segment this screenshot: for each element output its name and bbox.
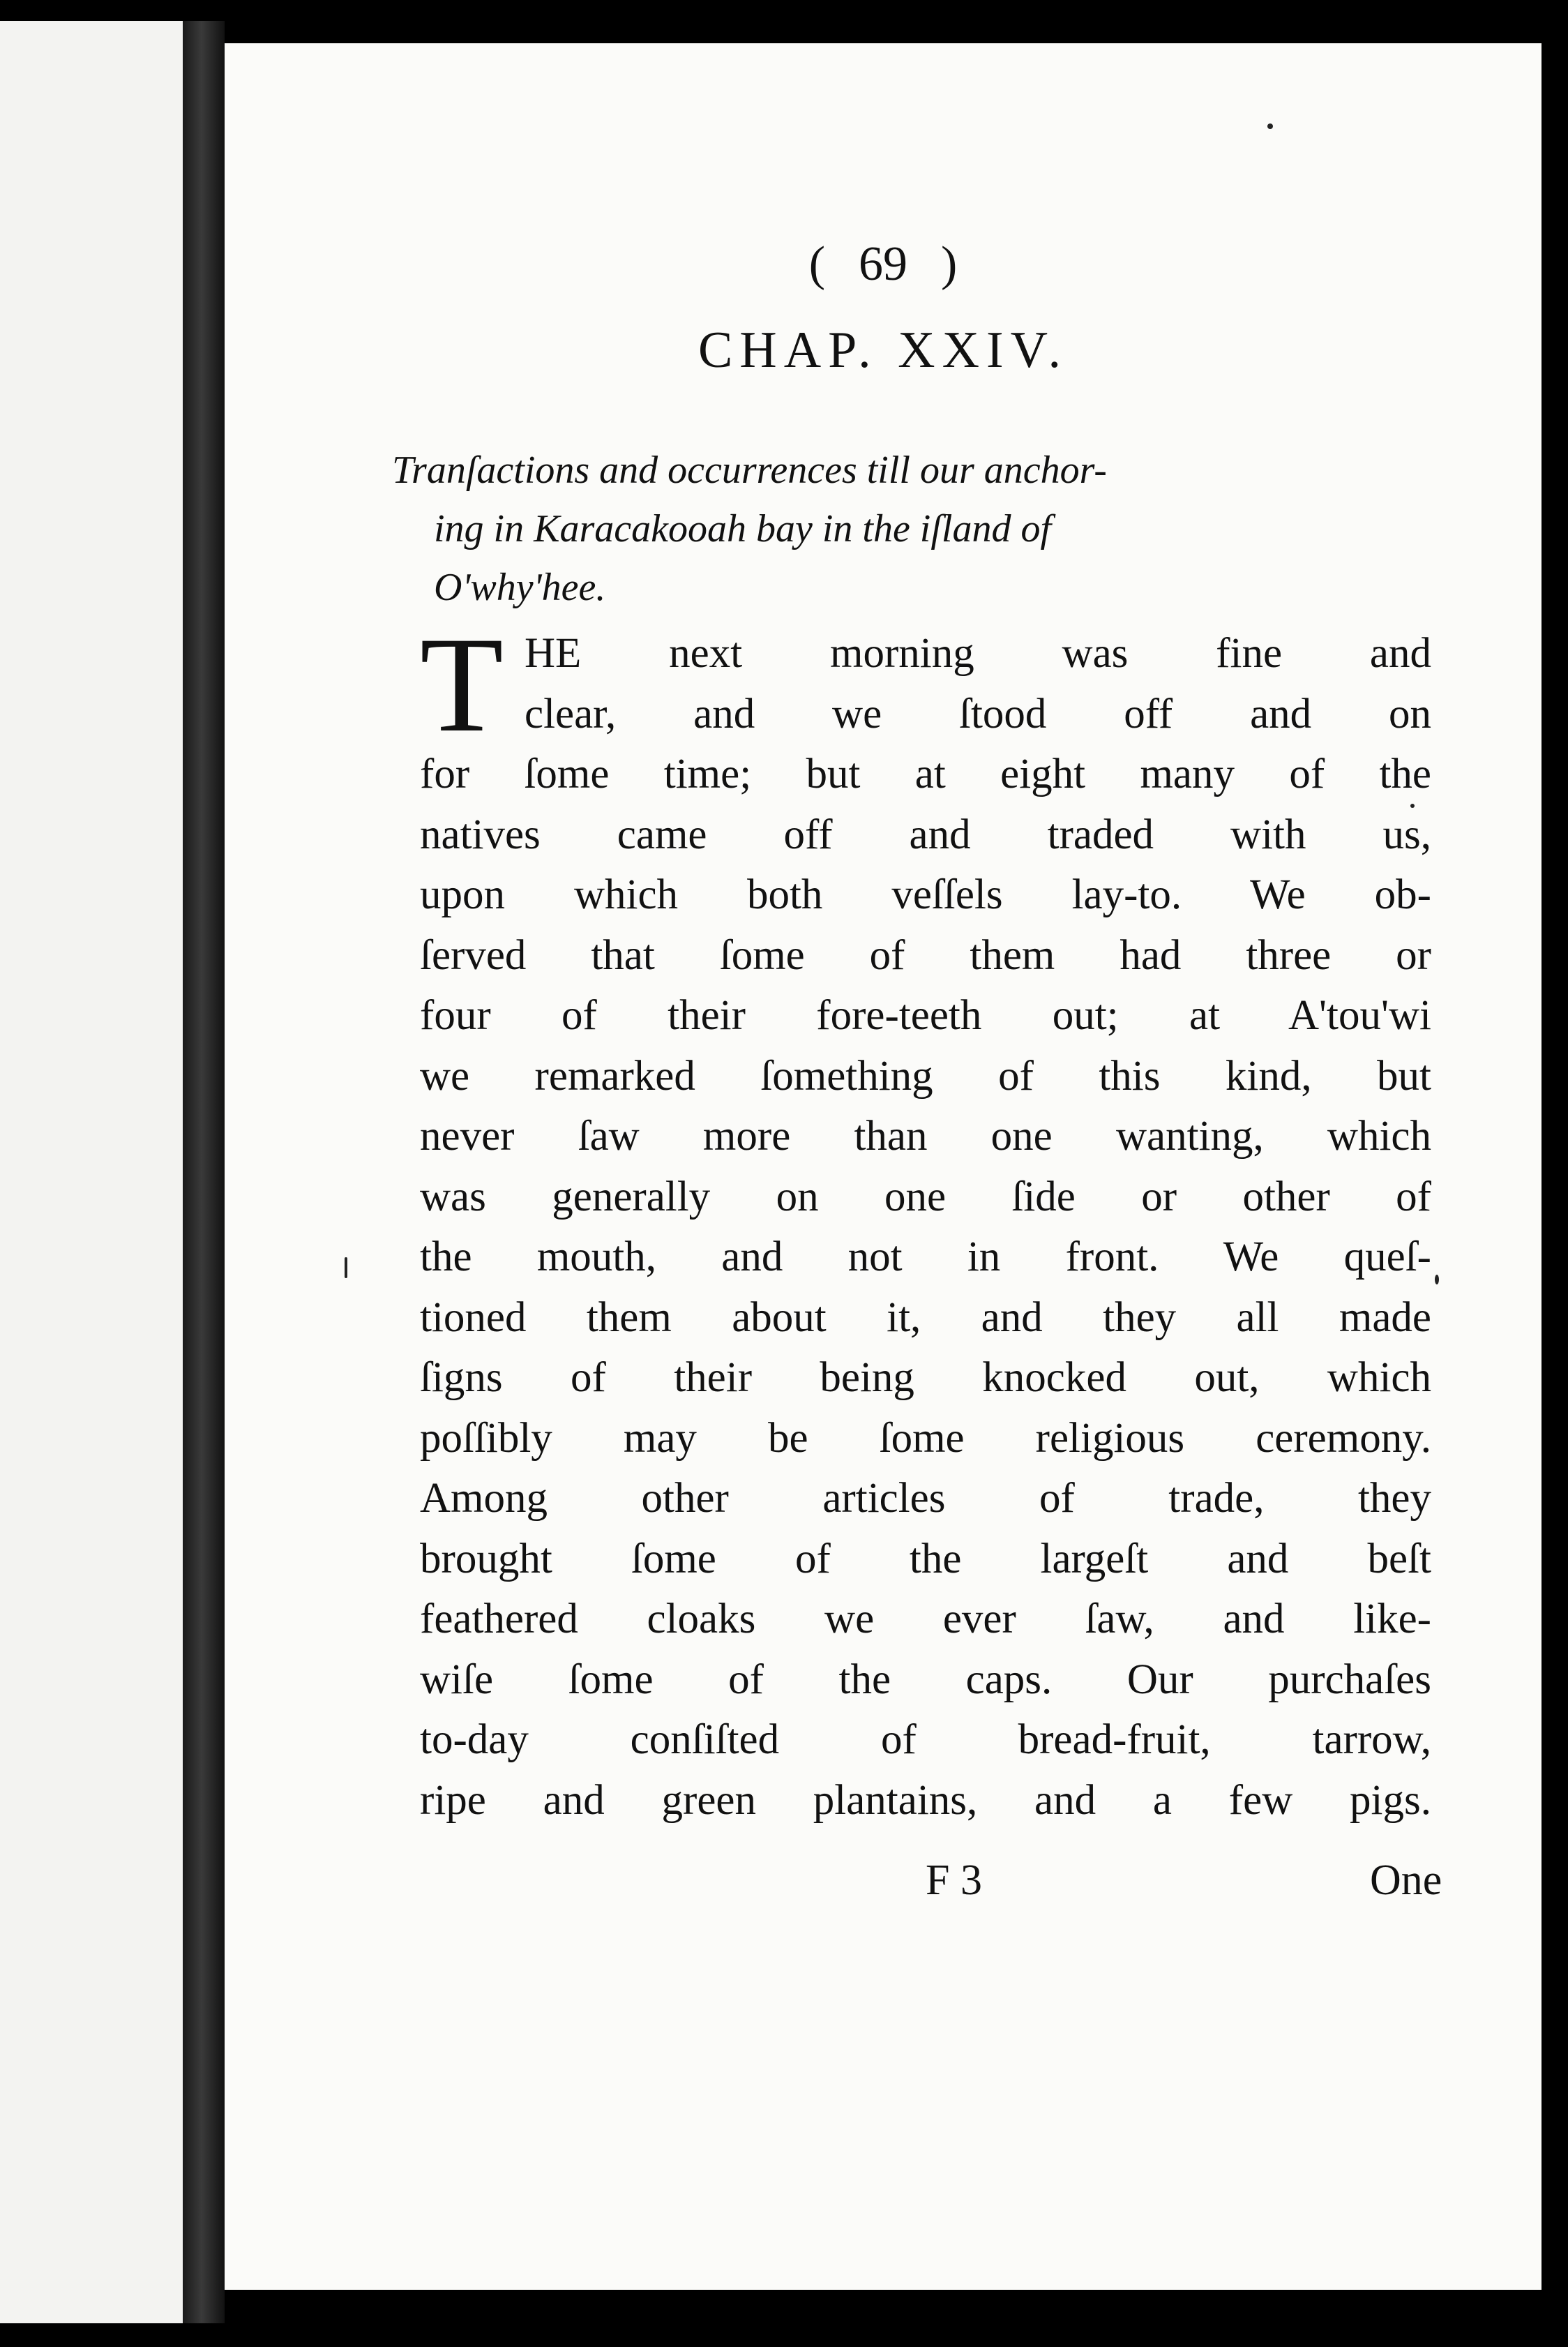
body-text (420, 609, 1431, 1831)
text-line: four of their fore-teeth out; at A'tou'wi (420, 992, 1431, 1039)
text-line: tioned them about it, and they all made (420, 1294, 1431, 1341)
page-number: 69 (859, 237, 907, 291)
catchword: One (1370, 1857, 1442, 1904)
running-head (225, 226, 1541, 303)
paper-speck (1435, 1275, 1439, 1284)
text-line: HE next morning was fine and (525, 630, 1431, 677)
text-line: natives came off and traded with us, (420, 811, 1431, 858)
book-gutter (183, 21, 225, 2323)
paper-speck (345, 1257, 347, 1278)
text-line: for ſome time; but at eight many of the (420, 751, 1431, 797)
text-line: to-day conſiſted of bread-fruit, tarrow, (420, 1716, 1431, 1763)
text-line: feathered cloaks we ever ſaw, and like- (420, 1596, 1431, 1642)
chapter-heading: CHAP. XXIV. (698, 322, 1069, 379)
synopsis-line: Tranſactions and occurrences till our anchor- (392, 449, 1107, 492)
text-line: Among other articles of trade, they (420, 1475, 1431, 1522)
text-line: never ſaw more than one wanting, which (420, 1113, 1431, 1160)
text-line: ſigns of their being knocked out, which (420, 1354, 1431, 1401)
paper-speck (1410, 804, 1415, 808)
page-number-close-paren: ) (941, 237, 958, 291)
text-line: ſerved that ſome of them had three or (420, 931, 1431, 979)
chapter-synopsis (392, 441, 1396, 617)
text-line: clear, and we ſtood off and on (525, 690, 1431, 737)
page-number-open-paren: ( (808, 237, 825, 291)
text-line: was generally on one ſide or other of (420, 1173, 1431, 1220)
synopsis-line: O'why'hee. (434, 566, 606, 609)
book-page (225, 43, 1541, 2290)
synopsis-line: ing in Karacakooah bay in the iſland of (434, 507, 1052, 550)
text-line: brought ſome of the largeſt and beſt (420, 1535, 1431, 1582)
signature-mark: F 3 (926, 1857, 982, 1904)
facing-page-edge (0, 21, 187, 2323)
text-line: poſſibly may be ſome religious ceremony. (420, 1414, 1431, 1462)
text-line: wiſe ſome of the caps. Our purchaſes (420, 1656, 1431, 1703)
text-line: upon which both veſſels lay-to. We ob- (420, 871, 1431, 918)
drop-cap: T (420, 609, 504, 760)
paper-speck (1267, 123, 1273, 129)
text-line: the mouth, and not in front. We queſ- (420, 1234, 1431, 1280)
text-line: ripe and green plantains, and a few pigs. (420, 1776, 1431, 1824)
text-line: we remarked ſomething of this kind, but (420, 1052, 1431, 1100)
